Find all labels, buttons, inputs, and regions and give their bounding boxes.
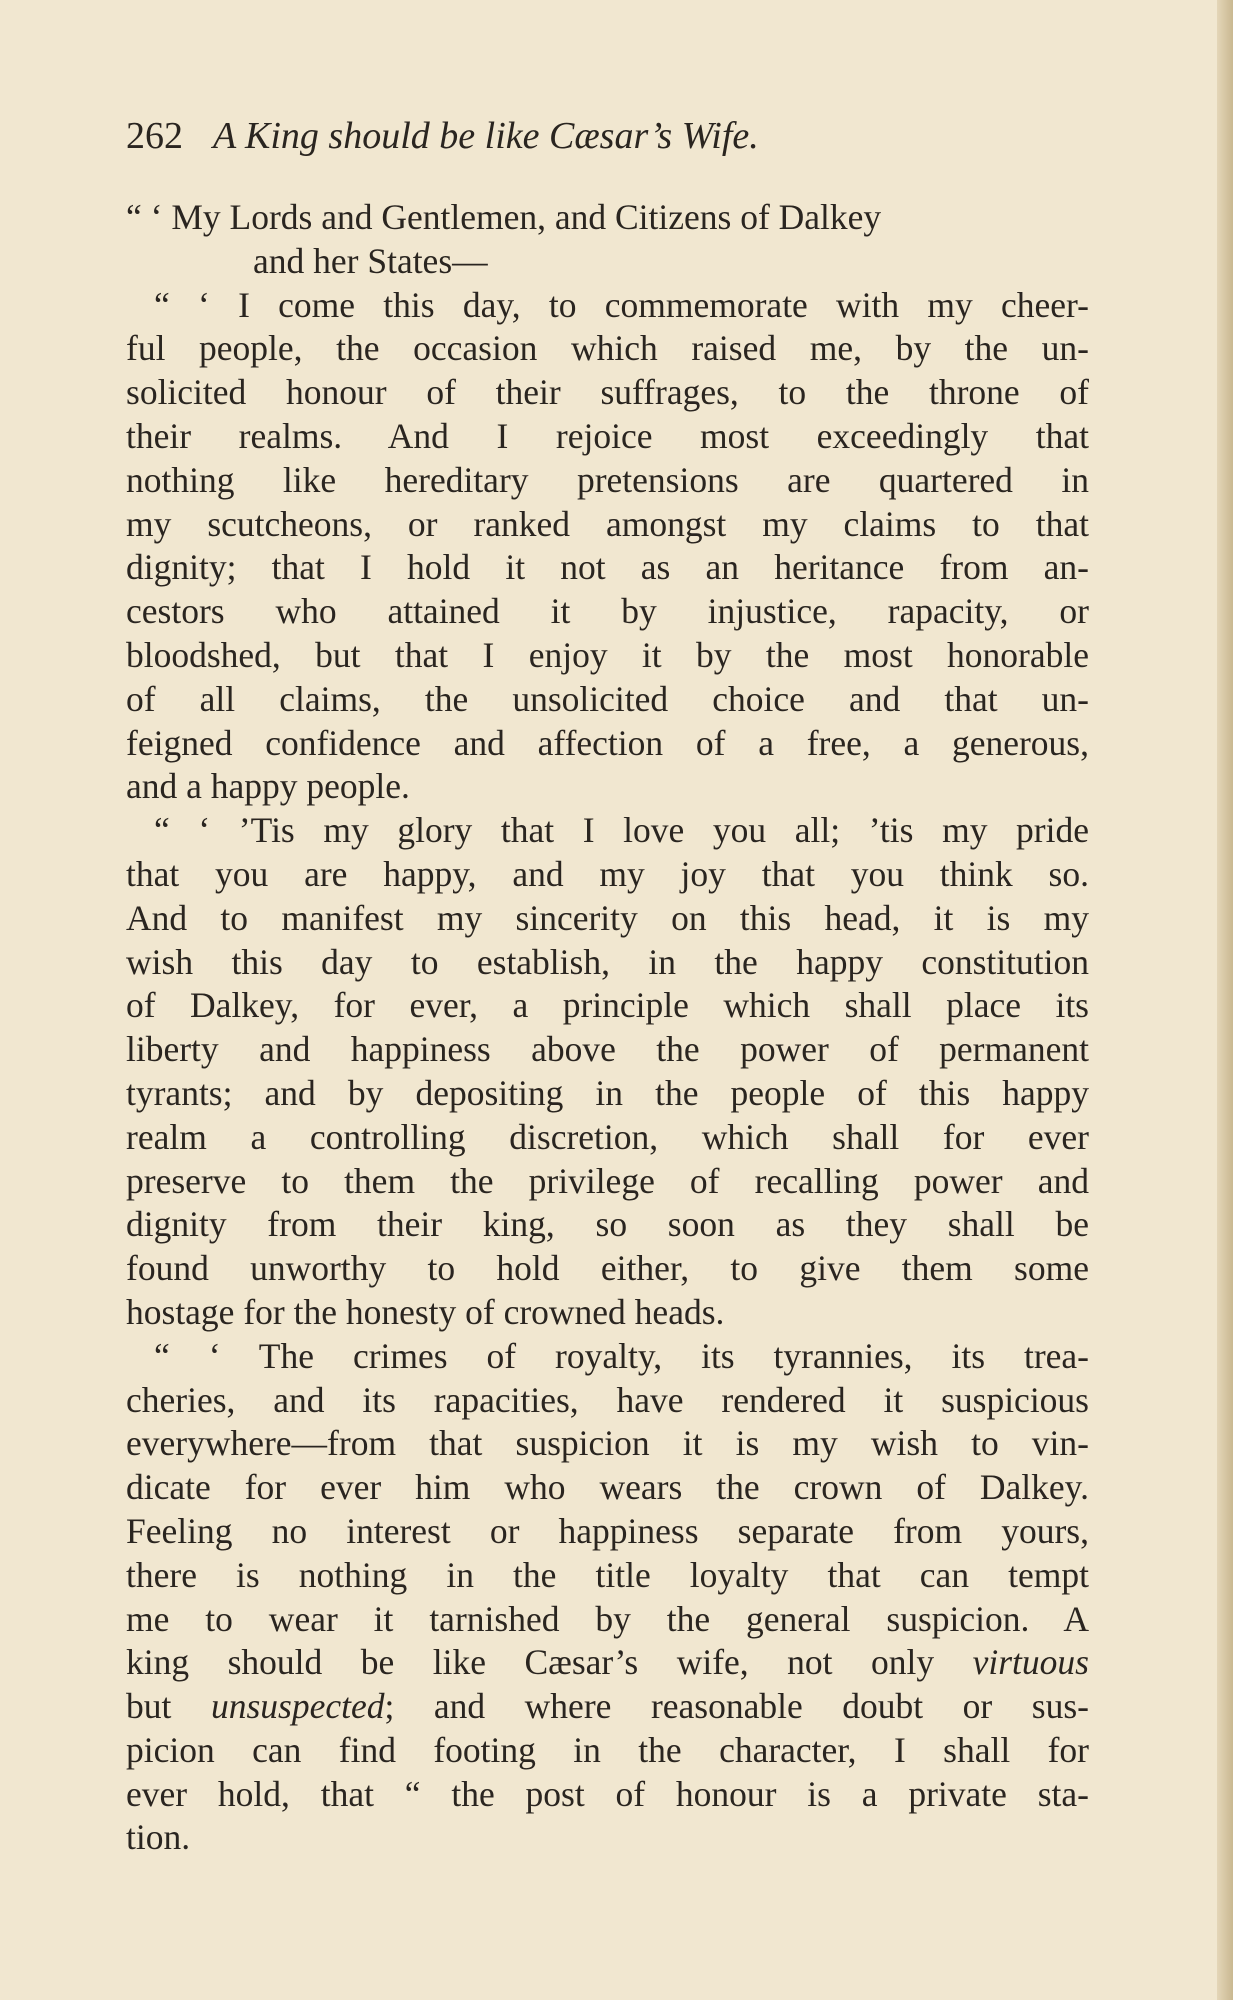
text-line: realm a controlling discretion, which shall for ever — [126, 1116, 1089, 1157]
text-line: tion. — [126, 1817, 191, 1858]
text-line: Feeling no interest or happiness separate from yours, — [126, 1510, 1089, 1551]
text-line: me to wear it tarnished by the general suspicion. A — [126, 1598, 1089, 1639]
text-line: “ ‘ I come this day, to commemorate with my cheer- — [154, 284, 1089, 325]
text-line: dignity from their king, so soon as they shall be — [126, 1204, 1089, 1245]
text-line: dignity; that I hold it not as an heritance from an- — [126, 547, 1089, 588]
page-number: 262 — [126, 115, 183, 157]
text-line: feigned confidence and affection of a free, a generous, — [126, 722, 1089, 763]
text-line: ful people, the occasion which raised me, by the un- — [126, 328, 1089, 369]
text-run: ; and where reasonable doubt or sus- — [384, 1686, 1089, 1727]
text-line: cestors who attained it by injustice, rapacity, or — [126, 591, 1089, 632]
text-line: liberty and happiness above the power of permanent — [126, 1029, 1089, 1070]
text-line: dicate for ever him who wears the crown of Dalkey. — [126, 1467, 1089, 1508]
text-line: solicited honour of their suffrages, to the throne of — [126, 372, 1089, 413]
body-text — [126, 196, 1089, 1860]
text-line: bloodshed, but that I enjoy it by the most honorable — [126, 634, 1089, 675]
text-line: there is nothing in the title loyalty that can tempt — [126, 1554, 1089, 1595]
text-line: “ ‘ The crimes of royalty, its tyrannies, its trea- — [154, 1335, 1089, 1376]
page-edge — [1217, 0, 1233, 2000]
text-line: “ ‘ ’Tis my glory that I love you all; ’tis my pride — [154, 810, 1089, 851]
text-line: of all claims, the unsolicited choice and that un- — [126, 678, 1089, 719]
text-line: ever hold, that “ the post of honour is a private sta- — [126, 1773, 1089, 1814]
text-line: tyrants; and by depositing in the people of this happy — [126, 1072, 1089, 1113]
italic-word: unsuspected — [210, 1686, 385, 1727]
text-line: picion can find footing in the character, I shall for — [126, 1729, 1089, 1770]
text-line: of Dalkey, for ever, a principle which shall place its — [126, 985, 1089, 1026]
text-line: and a happy people. — [126, 766, 410, 807]
text-line: “ ‘ My Lords and Gentlemen, and Citizens of Dalkey — [126, 197, 882, 237]
text-line: hostage for the honesty of crowned heads. — [126, 1291, 725, 1332]
text-line: and her States— — [253, 240, 488, 281]
italic-word: virtuous — [972, 1642, 1089, 1683]
text-line: wish this day to establish, in the happy constitution — [126, 941, 1089, 982]
text-run: but — [126, 1686, 172, 1727]
text-line: that you are happy, and my joy that you think so. — [126, 853, 1089, 894]
text-line — [126, 1685, 1089, 1729]
text-line: my scutcheons, or ranked amongst my claims to that — [126, 503, 1089, 544]
text-line: found unworthy to hold either, to give them some — [126, 1248, 1089, 1289]
text-line — [126, 1641, 1089, 1685]
running-title: A King should be like Cæsar’s Wife. — [213, 115, 759, 157]
page-header — [126, 112, 759, 160]
text-line: their realms. And I rejoice most exceedingly that — [126, 415, 1089, 456]
text-line: cheries, and its rapacities, have rendered it suspicious — [126, 1379, 1089, 1420]
text-line: preserve to them the privilege of recalling power and — [126, 1160, 1089, 1201]
text-line: everywhere—from that suspicion it is my wish to vin- — [126, 1423, 1089, 1464]
text-line: And to manifest my sincerity on this head, it is my — [126, 897, 1089, 938]
text-run: king should be like Cæsar’s wife, not only — [126, 1642, 935, 1683]
text-line: nothing like hereditary pretensions are quartered in — [126, 459, 1089, 500]
